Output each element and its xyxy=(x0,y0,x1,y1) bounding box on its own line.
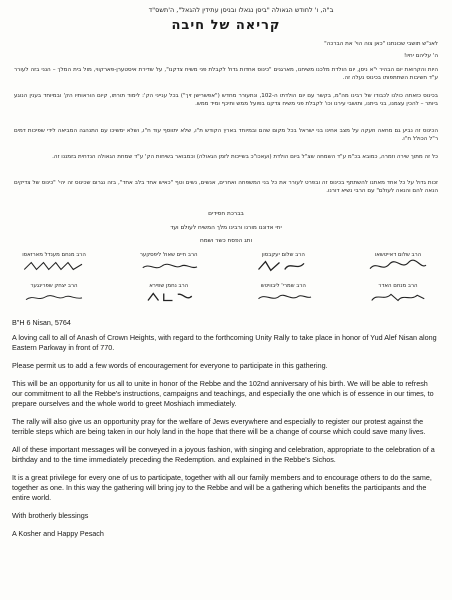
english-paragraph-1: A loving call to all of Anash of Crown Heights, with regard to the forthcoming Unity Rally to take place in honor of Yud Alef Nisan along Eastern Parkway in front of 770. xyxy=(12,333,437,352)
hebrew-yechi: יחי אדוננו מורנו ורבינו מלך המשיח לעולם ועד xyxy=(170,225,282,231)
hebrew-greeting: ה' עליהם יחיו! xyxy=(404,53,438,59)
english-paragraph-5: All of these important messages will be conveyed in a joyous fashion, with singing and celebration, appropriate to the celebration of a birthday and to the time immediately preceding the Redemption. and explained in the Rebbe's Sichos. xyxy=(12,445,435,464)
english-paragraph-4: The rally will also give us an opportunity pray for the welfare of Jews everywhere and especially to register our protest against the terrible steps which are being taken in our holy land in the hope that there will be a change of course which could save many lives. xyxy=(12,417,426,436)
hebrew-paragraph-3: הכינוס זה נביע גם מחאה וזעקה על מצב אחינו בני ישראל בכל מקום שהם ובמיוחד בארץ הקודש ת"ו, שלא יתווסף עוד ח"ו, ושלא ימשיכו עם התנהגה המביאה לידי שפיכות דמים ר"ל הכולל ח"ו. xyxy=(14,128,438,143)
english-date: B"H 6 Nisan, 5764 xyxy=(12,318,71,327)
signatory-name: הרב יצחק שפרינגער xyxy=(30,283,78,289)
english-letter xyxy=(12,318,438,539)
signature-block xyxy=(14,283,94,308)
signatory-name: הרב שלום דאייטשאו xyxy=(374,252,422,258)
signatures-row-2 xyxy=(14,283,438,308)
signatory-name: הרב חיים שאול ליפסקער xyxy=(139,252,198,258)
signature-block xyxy=(129,283,209,308)
signatory-name: הרב נחמן שפירא xyxy=(149,283,189,289)
handwritten-signature xyxy=(360,259,436,273)
handwritten-signature xyxy=(131,290,207,304)
signature-block xyxy=(129,252,209,277)
hebrew-paragraph-2: בכינוס כזאתה כולנו לכבודו של רבינו מה"מ, בקשר עם יום הולדתו ה-102, ונתעורר מחדש ("אפשרישן זיך") בכל ענייני הק': לימוד תורתו, קיום הוראותיו הק' ובמיוחד בענין הנוגע ביותר – להכין עצמנו, בני ביתנו, ותושבי עירנו וכו' לקבלת פני משיח צדקנו בפועל ממש ותיכף ומיד ממש. xyxy=(14,93,438,108)
handwritten-signature xyxy=(360,290,436,304)
english-closing-blessing: With brotherly blessings xyxy=(12,511,89,520)
hebrew-paragraph-1: היות והקרואת יום הבהיר י"א ניסן, יום הולדת מלכנו משיחנו, מארגנים "כינוס אחדות גדול לקבלת פני משיח צדקנו", על שדירת איסטערן-פארקווי, מול בית המלך – הנני בזה לעורר ע"ד חשיבות השתתפותו בכינוס נעלה זה. xyxy=(14,67,438,82)
hebrew-title: קריאה של חיבה xyxy=(171,18,281,33)
hebrew-header-date: ב"ה, ו' לחודש הגאולה "ביסן נגאלו ובניסן עתידין להגאל", ה'תשס"ד xyxy=(148,6,334,14)
handwritten-signature xyxy=(245,290,321,304)
english-paragraph-6: It is a great privilege for every one of us to participate, together with all our family members and to encourage others to do the same, together as one. In this way the gathering will bring joy to the Rebbe and will be a gathering which benefits the participants and the entire world. xyxy=(12,473,432,502)
handwritten-signature xyxy=(131,259,207,273)
signatory-name: הרב מנחם האדר xyxy=(378,283,418,289)
handwritten-signature xyxy=(16,290,92,304)
signature-block xyxy=(358,252,438,277)
signatory-name: הרב מנחם מענדל מארזאסו xyxy=(22,252,86,258)
hebrew-sign-off: בברכת חסידים xyxy=(208,211,244,217)
signatures-row-1 xyxy=(14,252,438,277)
signature-block xyxy=(243,252,323,277)
hebrew-chag-greeting: ותג הפסח כשר ושמח xyxy=(199,238,253,244)
hebrew-address: לאנ"ש תושבי שכונתנו "כאן צוה הוי' את הברכה" xyxy=(324,41,438,47)
english-paragraph-3: This will be an opportunity for us all to unite in honor of the Rebbe and the 102nd anniversary of his birth. We will be able to refresh our commitment to all the Rebbe's instructions, campaigns and teachings, and especially the one which is of essence in our times, to prepare ourselves and the whole world to greet Moshiach immediately. xyxy=(12,379,434,408)
handwritten-signature xyxy=(16,259,92,273)
signature-block xyxy=(14,252,94,277)
signature-block xyxy=(243,283,323,308)
english-paragraph-2: Please permit us to add a few words of encouragement for everyone to participate in this gathering. xyxy=(12,361,328,370)
signatory-name: הרב שמרי' ליבוויטש xyxy=(260,283,306,289)
handwritten-signature xyxy=(245,259,321,273)
signatory-name: הרב שלום יעקבסון xyxy=(261,252,305,258)
hebrew-paragraph-5: זכות גדול על כל אחד מאתנו להשתתף בכינוס זה ובפרט לעורר את כל בני המשפחה ואחרים, אנשים, נשים וטף "כאיש אחד בלב אחד", בזה נגרום שכינוס זה יהי' "כינוס של צדיקים הנאה להם והנאה לעולם" עם הרבי נשיא דורנו. xyxy=(14,180,438,195)
signature-block xyxy=(358,283,438,308)
hebrew-paragraph-4: כל זה מתוך שירה וזמרה, כמובא בכ"מ ע"ד השמחה שצ"ל ביום הולדת (ועאכו"כ בשייכות לזמן הגאולה) וכמבואר בשיחות הק' ע"ד שמחת הגאולה הנדחית בזמננו זה. xyxy=(52,154,438,160)
english-pesach-greeting: A Kosher and Happy Pesach xyxy=(12,529,104,538)
